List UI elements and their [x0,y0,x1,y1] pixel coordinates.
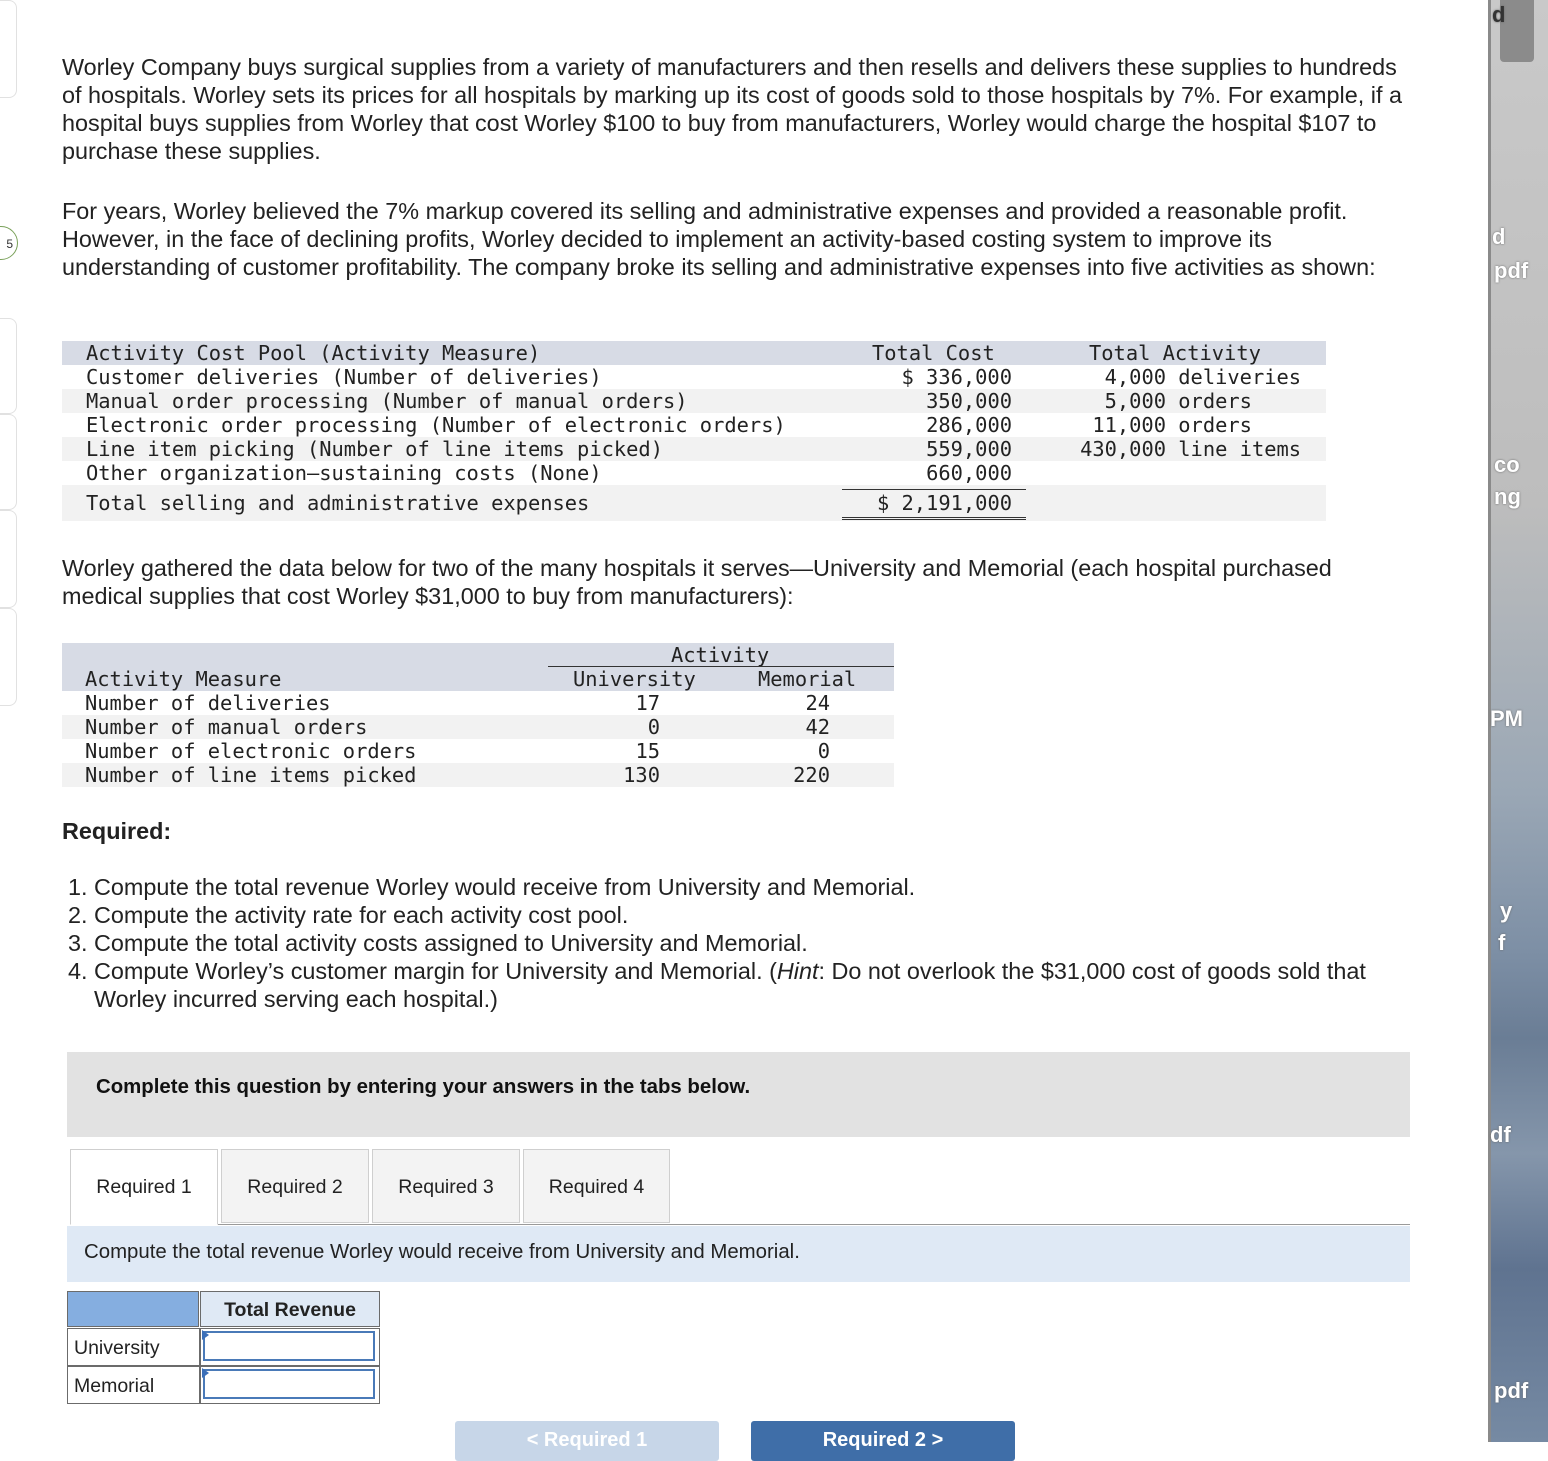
answer-header: Total Revenue [200,1291,380,1327]
table-row [62,413,1326,437]
pool-name: Manual order processing (Number of manual orders) [86,389,688,413]
left-panel-tab[interactable] [0,608,17,706]
cost-pool-table [62,341,1326,521]
desktop-file-label: ng [1494,484,1521,509]
answer-header-blank [67,1291,199,1327]
desktop-file-label: y [1500,898,1513,923]
memorial-value: 220 [793,763,830,787]
pool-activity: 4,000 deliveries [1104,365,1302,389]
header-memorial: Memorial [758,667,857,691]
header-total-cost: Total Cost [872,341,995,365]
left-edge [0,0,18,1442]
next-button[interactable]: Required 2 > [751,1421,1015,1461]
left-panel-tab[interactable] [0,510,17,608]
pool-name: Other organization–sustaining costs (None) [86,461,602,485]
memorial-revenue-input[interactable] [203,1369,375,1399]
memorial-value: 0 [817,739,830,763]
pool-name: Line item picking (Number of line items picked) [86,437,663,461]
pool-name: Electronic order processing (Number of electronic orders) [86,413,786,437]
activity-group-header: Activity [671,643,770,667]
answer-row-label: University [67,1328,200,1366]
table-row [62,763,894,787]
tab-required-1[interactable]: Required 1 [70,1149,218,1225]
pool-cost: 660,000 [926,461,1012,485]
header-university: University [573,667,696,691]
measure-name: Number of deliveries [85,691,331,715]
pool-cost: 559,000 [926,437,1012,461]
pool-activity: 430,000 line items [1080,437,1302,461]
memorial-value: 42 [805,715,830,739]
header-measure: Activity Measure [85,667,282,691]
instructions-banner [67,1052,1410,1137]
intro-paragraph-2: For years, Worley believed the 7% markup covered its selling and administrative expenses and provided a reasonable profit. However, in the face of declining profits, Worley decided to implement an activity-based costing system to improve its understanding of customer profitability. The company broke its selling and administrative expenses into five activities as shown: [62,198,1376,280]
prompt-text: Compute the total revenue Worley would receive from University and Memorial. [84,1241,800,1263]
answer-row-label: Memorial [67,1366,200,1404]
table-row [62,461,1326,485]
total-cost: $ 2,191,000 [876,491,1012,515]
table-row [62,739,894,763]
pool-activity: 11,000 orders [1092,413,1252,437]
measure-name: Number of manual orders [85,715,368,739]
table-row [62,715,894,739]
university-revenue-input[interactable] [203,1331,375,1361]
group-header-row [62,643,894,667]
desktop-background [1488,0,1548,1442]
double-underline [842,517,1026,520]
hint-label: Hint [776,958,819,984]
desktop-file-label: PM [1490,706,1523,731]
tab-required-2[interactable]: Required 2 [221,1149,369,1223]
instructions-text: Complete this question by entering your answers in the tabs below. [96,1076,751,1098]
total-row [62,485,1326,521]
required-list [62,873,1392,1013]
measure-name: Number of line items picked [85,763,417,787]
left-panel-tab[interactable] [0,318,17,414]
pool-cost: 350,000 [926,389,1012,413]
university-value: 130 [623,763,660,787]
list-item: 3. Compute the total activity costs assigned to University and Memorial. [68,930,808,956]
desktop-file-label: co [1494,452,1520,477]
total-label: Total selling and administrative expenses [86,491,590,515]
required-heading: Required: [62,818,172,844]
list-item: 1. Compute the total revenue Worley would receive from University and Memorial. [68,874,916,900]
desktop-file-label: f [1498,930,1506,955]
answer-cell [200,1328,380,1366]
cell-marker-icon [202,1330,209,1340]
list-item: 2. Compute the activity rate for each activity cost pool. [68,902,629,928]
university-value: 15 [635,739,660,763]
cell-marker-icon [202,1368,209,1378]
pool-cost: 286,000 [926,413,1012,437]
table-header-row [62,341,1326,365]
measure-name: Number of electronic orders [85,739,417,763]
data-paragraph: Worley gathered the data below for two of the many hospitals it serves—University and Memorial (each hospital purchased medical supplies that cost Worley $31,000 to buy from manufacturers): [62,555,1332,609]
pool-name: Customer deliveries (Number of deliveries) [86,365,602,389]
list-item: 4. Compute Worley’s customer margin for University and Memorial. (Hint: Do not overlook the $31,000 cost of goods sold that Worley incurred serving each hospital.) [68,958,1366,1012]
table-row [62,691,894,715]
university-value: 0 [647,715,660,739]
desktop-file-label: df [1490,1122,1511,1147]
desktop-file-label: pdf [1494,258,1529,283]
pool-activity: 5,000 orders [1104,389,1252,413]
university-value: 17 [635,691,660,715]
desktop-file-label: d [1492,2,1506,27]
header-total-activity: Total Activity [1089,341,1261,365]
header-pool: Activity Cost Pool (Activity Measure) [86,341,541,365]
left-panel-tab[interactable] [0,0,17,98]
answer-cell [200,1366,380,1404]
table-row [62,437,1326,461]
intro-paragraph-1: Worley Company buys surgical supplies from a variety of manufacturers and then resells and delivers these supplies to hundreds of hospitals. Worley sets its prices for all hospitals by marking up its cost of goods sold to those hospitals by 7%. For example, if a hospital buys supplies from Worley that cost Worley $100 to buy from manufacturers, Worley would charge the hospital $107 to purchase these supplies. [62,54,1402,164]
prompt-bar [67,1226,1410,1282]
desktop-file-label: pdf [1494,1378,1529,1403]
tab-divider [218,1224,1410,1225]
table-row [62,389,1326,413]
pool-cost: $ 336,000 [901,365,1012,389]
table-header-row [62,667,894,691]
left-panel-tab[interactable] [0,414,17,510]
table-row [62,365,1326,389]
tab-required-4[interactable]: Required 4 [523,1149,670,1223]
activity-table [62,643,894,787]
prev-button[interactable]: < Required 1 [455,1421,719,1461]
memorial-value: 24 [805,691,830,715]
question-number-badge[interactable]: 5 [0,226,18,260]
desktop-file-label: d [1492,224,1506,249]
tab-required-3[interactable]: Required 3 [372,1149,520,1223]
